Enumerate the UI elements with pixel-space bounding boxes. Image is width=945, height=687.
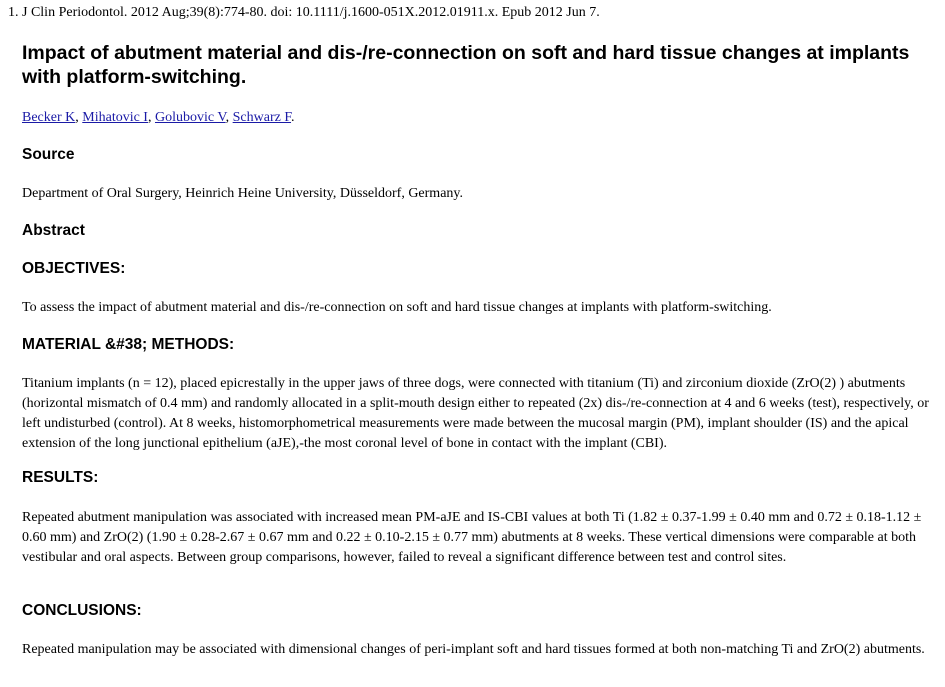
author-list <box>22 110 295 126</box>
methods-text: Titanium implants (n = 12), placed epicrestally in the upper jaws of three dogs, were connected with titanium (Ti) and zirconium dioxide (ZrO(2) ) abutments (horizontal mismatch of 0.4 mm) and randomly allocated in a split-mouth design either to repeated (2x) dis-/re-connection at 4 and 6 weeks (test), respectively, or left undisturbed (control). At 8 weeks, histomorphometrical measurements were made between the mucosal margin (PM), implant shoulder (IS) and the apical extension of the long junctional epithelium (aJE),-the most coronal level of bone in contact with the implant (CBI). <box>22 376 929 451</box>
author-link[interactable]: Becker K <box>22 110 76 125</box>
objectives-heading: OBJECTIVES: <box>22 260 126 277</box>
author-link[interactable]: Schwarz F <box>232 110 292 125</box>
results-heading: RESULTS: <box>22 469 99 486</box>
citation-line: 1. J Clin Periodontol. 2012 Aug;39(8):774-80. doi: 10.1111/j.1600-051X.2012.01911.x. Epub 2012 Jun 7. <box>8 5 600 20</box>
objectives-text: To assess the impact of abutment material and dis-/re-connection on soft and hard tissue changes at implants with platform-switching. <box>22 300 772 315</box>
source-affiliation: Department of Oral Surgery, Heinrich Heine University, Düsseldorf, Germany. <box>22 186 463 201</box>
author-link[interactable]: Mihatovic I <box>82 110 148 125</box>
source-heading: Source <box>22 146 75 163</box>
methods-heading: MATERIAL &#38; METHODS: <box>22 336 235 353</box>
abstract-heading: Abstract <box>22 222 85 239</box>
author-link[interactable]: Golubovic V <box>154 110 226 125</box>
authors-end: . <box>291 110 295 125</box>
conclusions-heading: CONCLUSIONS: <box>22 602 142 619</box>
conclusions-text: Repeated manipulation may be associated with dimensional changes of peri-implant soft and hard tissues formed at both non-matching Ti and ZrO(2) abutments. <box>22 642 925 657</box>
author-separator: , <box>225 110 233 125</box>
author-separator: , <box>75 110 83 125</box>
article-title: Impact of abutment material and dis-/re-connection on soft and hard tissue changes at implants with platform-switching. <box>22 42 910 88</box>
results-text: Repeated abutment manipulation was associated with increased mean PM-aJE and IS-CBI values at both Ti (1.82 ± 0.37-1.99 ± 0.40 mm and 0.72 ± 0.18-1.12 ± 0.60 mm) and ZrO(2) (1.90 ± 0.28-2.67 ± 0.67 mm and 0.22 ± 0.10-2.15 ± 0.77 mm) abutments at 8 weeks. These vertical dimensions were comparable at both vestibular and oral aspects. Between group comparisons, however, failed to reveal a significant difference between test and control sites. <box>22 510 922 565</box>
author-separator: , <box>147 110 155 125</box>
